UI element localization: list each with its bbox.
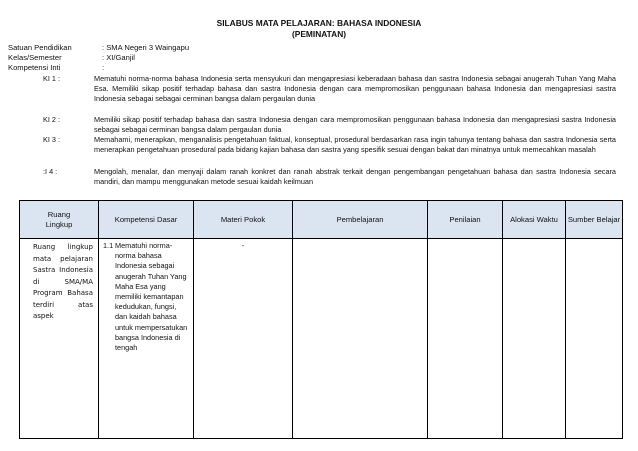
ki-text: Memahami, menerapkan, menganalisis pengetahuan faktual, konseptual, prosedural berdasarkan rasa ingin tahunya tentang bahasa dan sastra Indonesia serta menerapkan pengetahuan prosedural pada bidang kajian bahasa dan sastra yang spesifik sesuai dengan bakat dan minatnya untuk memecahkan masalah — [94, 135, 616, 154]
ruang-lingkup-text: Ruang lingkup mata pelajaran Sastra Indonesia di SMA/MA Program Bahasa terdiri atas aspek — [33, 243, 93, 320]
document-title: SILABUS MATA PELAJARAN: BAHASA INDONESIA — [216, 18, 422, 28]
kd-entry — [100, 240, 192, 353]
ki-label: :I 4 : — [43, 167, 58, 176]
header-materi-pokok: Materi Pokok — [194, 201, 293, 239]
materi-pokok-text: - — [241, 241, 245, 250]
table-header-row — [20, 201, 623, 239]
cell-alokasi-waktu — [503, 239, 566, 439]
meta-label: Kompetensi Inti — [8, 63, 61, 72]
cell-pembelajaran — [293, 239, 428, 439]
cell-kompetensi-dasar — [99, 239, 194, 439]
header-kompetensi-dasar: Kompetensi Dasar — [99, 201, 194, 239]
header-pembelajaran: Pembelajaran — [293, 201, 428, 239]
cell-sumber-belajar — [566, 239, 623, 439]
silabus-table — [19, 200, 623, 439]
ki-text: Mengolah, menalar, dan menyaji dalam ranah konkret dan ranah abstrak terkait dengan pengembangan pengetahuan bahasa dan sastra Indonesia secara mandiri, dan mampu menggunakan metode sesuai kaidah keilmuan — [94, 167, 616, 186]
cell-materi-pokok — [194, 239, 293, 439]
ki-label: KI 3 : — [43, 135, 61, 144]
meta-value: : XI/Ganjil — [102, 53, 135, 62]
ki-label: KI 2 : — [43, 115, 61, 124]
header-sumber-belajar: Sumber Belajar — [566, 201, 623, 239]
header-alokasi-waktu: Alokasi Waktu — [503, 201, 566, 239]
meta-value: : SMA Negeri 3 Waingapu — [102, 43, 190, 52]
meta-label: Kelas/Semester — [8, 53, 62, 62]
cell-penilaian — [428, 239, 503, 439]
kd-number: 1.1 — [103, 241, 114, 250]
header-penilaian: Penilaian — [428, 201, 503, 239]
ki-text: Mematuhi norma-norma bahasa Indonesia serta mensyukuri dan mengapresiasi keberadaan bahasa dan sastra Indonesia sebagai anugerah Tuhan Yang Maha Esa. Memiliki sikap positif terhadap bahasa dan sastra Indonesia dengan cara mempromosikan penggunaan bahasa Indonesia dan mengapresiasi sastra Indonesia sebagai sebagai cerminan bangsa dalam pergaulan dunia — [94, 74, 616, 103]
header-ruang-lingkup: Ruang Lingkup — [20, 201, 99, 239]
ki-label: KI 1 : — [43, 74, 61, 83]
table-row — [20, 239, 623, 439]
ki-text: Memiliki sikap positif terhadap bahasa dan sastra Indonesia dengan cara mempromosikan penggunaan bahasa Indonesia dan mengapresiasi sastra Indonesia sebagai sebagai cerminan bangsa dalam pergaulan dunia — [94, 115, 616, 134]
document-subtitle: (PEMINATAN) — [291, 29, 347, 39]
cell-ruang-lingkup — [20, 239, 99, 439]
meta-value: : — [102, 63, 105, 72]
kd-text: Mematuhi norma-norma bahasa Indonesia sebagai anugerah Tuhan Yang Maha Esa yang memiliki kemantapan kedudukan, fungsi, dan kaidah bahasa untuk mempersatukan bangsa Indonesia di tengah — [115, 241, 188, 353]
meta-label: Satuan Pendidikan — [8, 43, 72, 52]
